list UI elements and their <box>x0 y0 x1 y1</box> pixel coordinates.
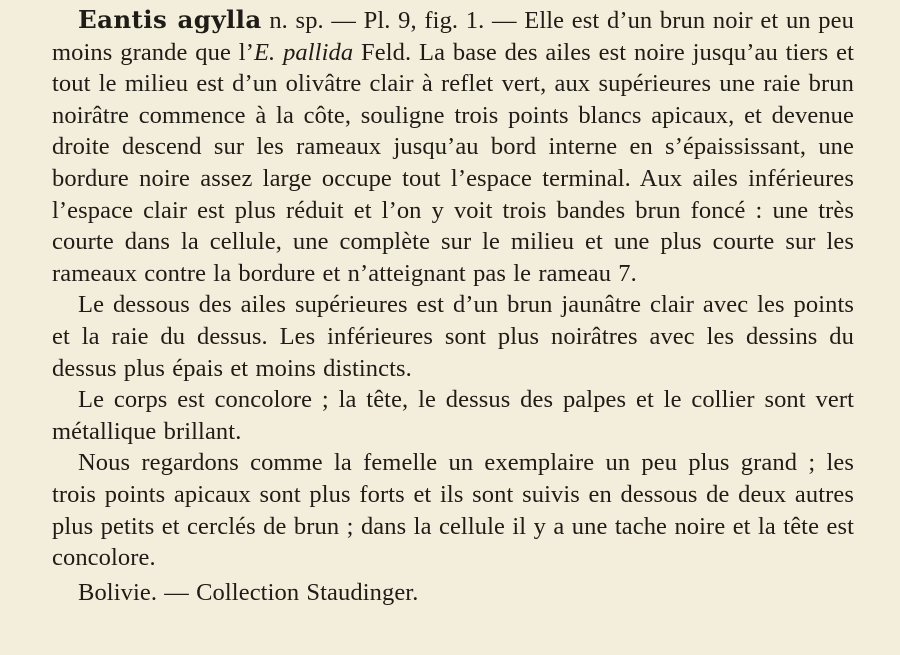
species-name: Eantis agylla <box>78 5 262 34</box>
body-description-paragraph: Le corps est concolore ; la tête, le dessus des palpes et le collier sont vert métallique brillant. <box>52 386 854 445</box>
species-description-paragraph <box>52 4 854 289</box>
species-intro-text: n. sp. — Pl. 9, fig. 1. — Elle est d’un brun noir et un peu moins grande que l’ <box>52 7 854 66</box>
female-description-paragraph: Nous regardons comme la femelle un exemplaire un peu plus grand ; les trois points apicaux sont plus forts et ils sont suivis en dessous de deux autres plus petits et cerclés de brun ; dans la cellule il y a une tache noire et la tête est concolore. <box>52 449 854 572</box>
locality-paragraph: Bolivie. — Collection Staudinger. <box>78 578 419 606</box>
comparison-species-name: E. pallida <box>253 38 354 66</box>
underside-description-paragraph: Le dessous des ailes supérieures est d’un brun jaunâtre clair avec les points et la raie du dessus. Les inférieures sont plus noirâtres avec les dessins du dessus plus épais et moins distincts. <box>52 291 854 382</box>
species-description-text: Feld. La base des ailes est noire jusqu’au tiers et tout le milieu est d’un olivâtre clair à reflet vert, aux supérieures une raie brun noirâtre commence à la côte, souligne trois points blancs apicaux, et devenue droite descend sur les rameaux jusqu’au bord interne en s’épaississant, une bordure noire assez large occupe tout l’espace terminal. Aux ailes inférieures l’espace clair est plus réduit et l’on y voit trois bandes brun foncé : une très courte dans la cellule, une complète sur le milieu et une plus courte sur les rameaux contre la bordure et n’atteignant pas le rameau 7. <box>52 38 855 287</box>
